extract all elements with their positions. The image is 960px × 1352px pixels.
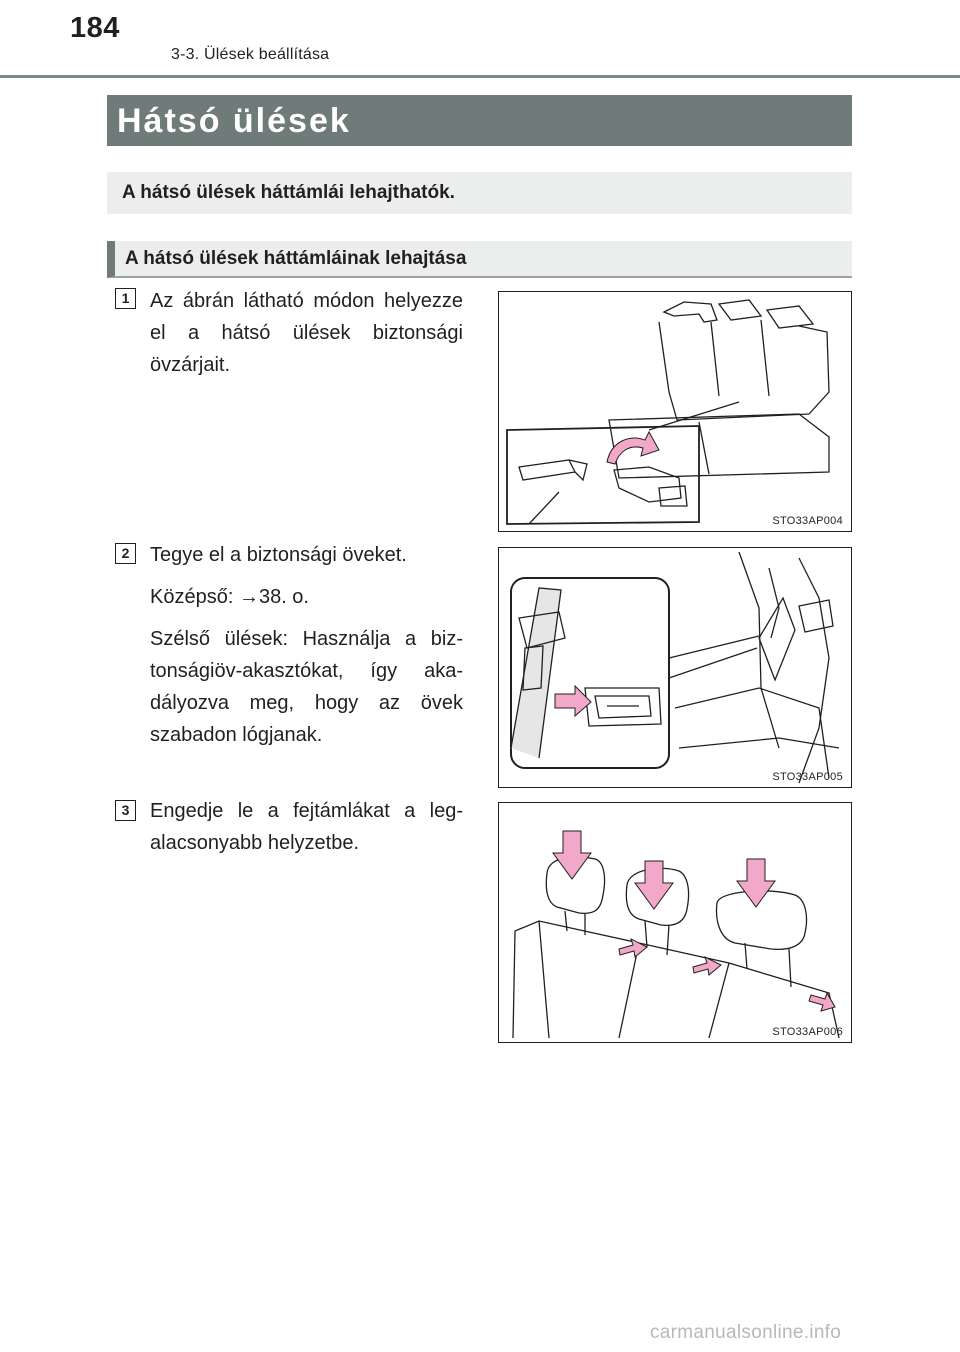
chapter-title: 3-3. Ülések beállítása [171, 46, 330, 63]
figure-headrests [498, 802, 852, 1043]
step-text-3 [150, 795, 463, 869]
rear-seat-buckle-illustration [499, 292, 851, 531]
watermark: carmanualsonline.info [650, 1322, 842, 1343]
section-title: Hátsó ülések [107, 95, 852, 146]
belt-hanger-illustration [499, 548, 851, 787]
step-3-paragraph: Engedje le a fejtámlákat a legalacsonyabb helyzetbe. [150, 800, 463, 854]
step-number-2: 2 [115, 543, 136, 564]
step-number-3: 3 [115, 800, 136, 821]
figure-code-3: STO33AP006 [772, 1026, 843, 1038]
figure-code-1: STO33AP004 [772, 515, 843, 527]
step-2-paragraph-2: Középső: →38. o. [150, 586, 309, 608]
step-2-paragraph-1: Tegye el a biztonsági öveket. [150, 544, 407, 566]
page-number: 184 [70, 12, 120, 44]
step-2-paragraph-3: Szélső ülések: Használja a biztonságiöv-akasztókat, így akadályozva meg, hogy az övek szabadon lógjanak. [150, 628, 463, 746]
step-number-1: 1 [115, 288, 136, 309]
subheading: A hátsó ülések háttámláinak lehajtása [107, 241, 852, 278]
header-divider [0, 75, 960, 78]
figure-belt-hangers [498, 547, 852, 788]
figure-seatbelt-buckles [498, 291, 852, 532]
figure-code-2: STO33AP005 [772, 771, 843, 783]
step-1-paragraph: Az ábrán látható módon helyezze el a hátsó ülések biztonsági övzárjait. [150, 290, 463, 376]
step-text-2 [150, 539, 463, 761]
intro-box: A hátsó ülések háttámlái lehajthatók. [107, 172, 852, 214]
step-text-1 [150, 285, 463, 391]
headrest-illustration [499, 803, 851, 1042]
